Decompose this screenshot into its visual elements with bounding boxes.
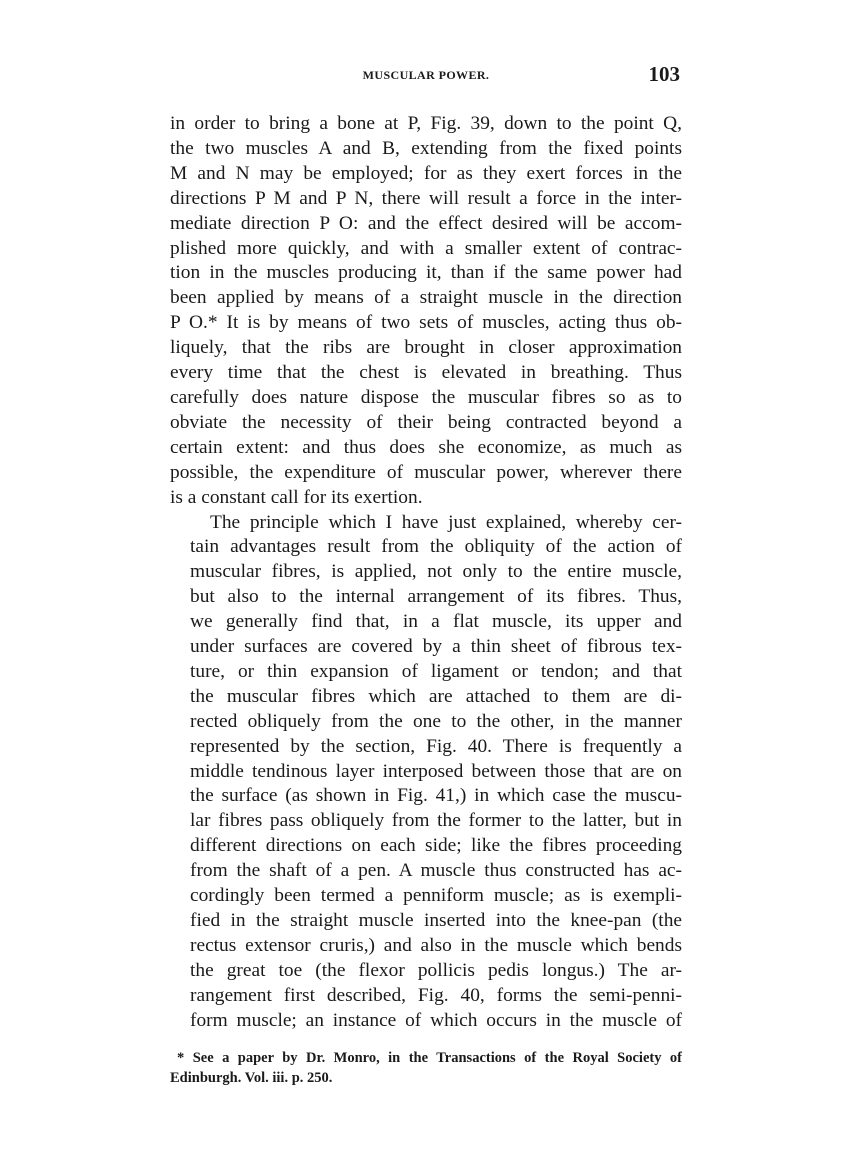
text-line: middle tendinous layer interposed between those that are on <box>190 760 682 782</box>
text-line: lar fibres pass obliquely from the former to the latter, but in <box>190 810 682 832</box>
page-number: 103 <box>648 62 680 86</box>
paragraph-2 <box>170 511 682 1034</box>
text-line: we generally find that, in a flat muscle, its upper and <box>190 611 682 633</box>
text-line: The principle which I have just explained, whereby cer- <box>210 511 682 533</box>
text-line: every time that the chest is elevated in breathing. Thus <box>170 362 682 384</box>
footnote-line: Edinburgh. Vol. iii. p. 250. <box>170 1069 333 1086</box>
text-line: obviate the necessity of their being contracted beyond a <box>170 411 682 433</box>
book-page <box>170 62 682 1088</box>
body-text <box>170 112 682 1034</box>
text-line: different directions on each side; like the fibres proceeding <box>190 835 682 857</box>
text-line: rectus extensor cruris,) and also in the muscle which bends <box>190 934 682 956</box>
text-line: M and N may be employed; for as they exert forces in the <box>170 162 682 184</box>
text-line: certain extent: and thus does she economize, as much as <box>170 436 682 458</box>
text-line: form muscle; an instance of which occurs in the muscle of <box>190 1009 682 1031</box>
text-line: is a constant call for its exertion. <box>170 486 423 508</box>
text-line: been applied by means of a straight muscle in the direction <box>170 287 682 309</box>
text-line: the surface (as shown in Fig. 41,) in which case the muscu- <box>190 785 682 807</box>
text-line: mediate direction P O: and the effect desired will be accom- <box>170 212 682 234</box>
text-line: rangement first described, Fig. 40, forms the semi-penni- <box>190 984 682 1006</box>
text-line: in order to bring a bone at P, Fig. 39, down to the point Q, <box>170 113 682 134</box>
text-line: liquely, that the ribs are brought in closer approximation <box>170 337 682 359</box>
footnote <box>170 1048 682 1088</box>
text-line: the great toe (the flexor pollicis pedis longus.) The ar- <box>190 959 682 981</box>
text-line: tain advantages result from the obliquity of the action of <box>190 536 682 558</box>
text-line: fied in the straight muscle inserted into the knee-pan (the <box>190 910 682 931</box>
text-line: directions P M and P N, there will result a force in the inter- <box>170 187 682 209</box>
text-line: but also to the internal arrangement of its fibres. Thus, <box>190 586 682 608</box>
text-line: the two muscles A and B, extending from the fixed points <box>170 137 682 159</box>
text-line: carefully does nature dispose the muscular fibres so as to <box>170 386 682 408</box>
text-line: possible, the expenditure of muscular power, wherever there <box>170 461 682 483</box>
text-line: plished more quickly, and with a smaller extent of contrac- <box>170 237 682 259</box>
text-line: ture, or thin expansion of ligament or tendon; and that <box>190 660 682 682</box>
footnote-line: * See a paper by Dr. Monro, in the Transactions of the Royal Society of <box>177 1049 682 1066</box>
text-line: under surfaces are covered by a thin sheet of fibrous tex- <box>190 636 682 658</box>
paragraph-1 <box>170 112 682 511</box>
text-line: P O.* It is by means of two sets of muscles, acting thus ob- <box>170 312 682 334</box>
running-title: MUSCULAR POWER. <box>362 68 490 82</box>
running-head <box>170 62 682 92</box>
text-line: represented by the section, Fig. 40. There is frequently a <box>190 735 682 757</box>
text-line: from the shaft of a pen. A muscle thus constructed has ac- <box>190 860 682 882</box>
text-line: tion in the muscles producing it, than if the same power had <box>170 262 682 284</box>
text-line: the muscular fibres which are attached to them are di- <box>190 685 682 707</box>
text-line: muscular fibres, is applied, not only to the entire muscle, <box>190 561 682 583</box>
text-line: rected obliquely from the one to the other, in the manner <box>190 710 682 732</box>
text-line: cordingly been termed a penniform muscle; as is exempli- <box>190 885 682 907</box>
